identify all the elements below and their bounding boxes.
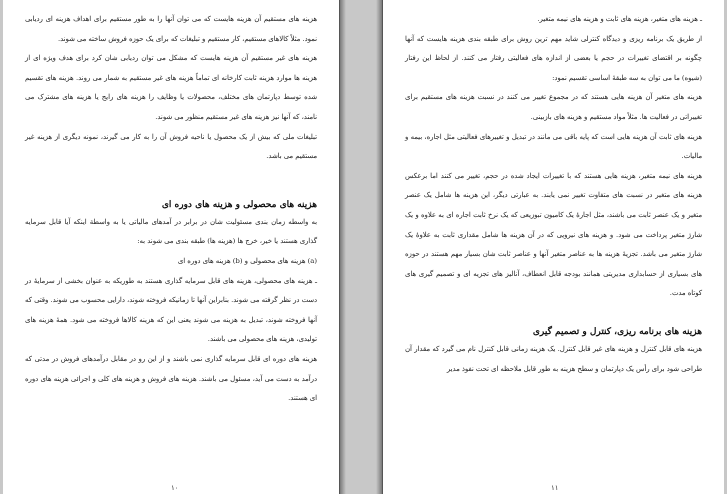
page-content [405, 10, 702, 379]
section-heading: هزینه های محصولی و هزینه های دوره ای [161, 199, 317, 210]
paragraph: هزینه های متغیر آن هزینه هایی هستند که در مجموع تغییر می کنند در نسبت هزینه های مستقیم برای تغییراتی در فعالیت ها. مثلاً مواد مستقیم و هزینه های بازبینی. [405, 93, 702, 121]
document-page-left [3, 0, 340, 494]
page-content [25, 10, 317, 409]
page-number: ۱۱ [551, 484, 559, 492]
paragraph: (a) هزینه های محصولی و (b) هزینه های دوره ای [177, 256, 317, 265]
paragraph: هزینه های مستقیم آن هزینه هایست که می توان آنها را به طور مستقیم برای اهداف هزینه ای ردیابی نمود. مثلاً کالاهای مستقیم، کار مستقیم و تبلیغات که برای یک حوزه فروش ساخته می شوند. [25, 15, 317, 43]
paragraph: ـ هزینه های محصولی، هزینه های قابل سرمایه گذاری هستند به طوریکه به عنوان بخشی از سرمایۀ در دست در نظر گرفته می شوند. بنابراین آنها تا زمانیکه فروخته شوند، دارایی محسوب می شوند. وقتی که آنها فروخته شوند، تبدیل به هزینه می شوند یعنی این که هزینه کالاها فروخته می شود. همۀ هزینه های تولیدی، هزینه های محصولی می باشند. [25, 276, 317, 344]
document-page-right [382, 0, 724, 494]
section-heading: هزینه های برنامه ریزی، کنترل و تصمیم گیری [532, 326, 702, 337]
paragraph: به واسطه زمان بندی مسئولیت شان در برابر در آمدهای مالیاتی یا به واسطة اینکه آیا قابل سرمایه گذاری هستند یا خیر، خرج ها (هزینه ها) طبقه بندی می شوند به: [25, 217, 317, 246]
paragraph: هزینه های قابل کنترل و هزینه های غیر قابل کنترل. یک هزینه زمانی قابل کنترل نام می گیرد که مقدار آن طراحی شود برای رأس یک دپارتمان و سطح هزینه به طور قابل ملاحظه ای تحت نفوذ مدیر [405, 344, 702, 373]
paragraph: هزینه های غیر مستقیم آن هزینه هایست که مشکل می توان ردیابی شان کرد برای هدف ویژه ای از هزینه ها موارد هزینه ثابت کارخانه ای تماماً هزینه های غیر مستقیم به شمار می روند. هزینه های تقسیم شده توسط دپارتمان های مختلف، محصولات یا وظایف را هزینه های رایج یا هزینه های مشترک می نامند، که آنها نیز هزینه های غیر مستقیم منظور می شوند. [25, 54, 317, 121]
paragraph: هزینه های دوره ای قابل سرمایه گذاری نمی باشند و از این رو در مقابل درآمدهای فروش در مدتی که درآمد به دست می آید، مسئول می باشند. هزینه های فروش و هزینه های کلی و اجرائی هزینه های دوره ای هستند. [25, 354, 317, 403]
paragraph: هزینه های نیمه متغیر، هزینه هایی هستند که با تغییرات ایجاد شده در حجم، تغییر می کنند اما برعکس هزینه های متغیر در نسبت های متفاوت تغییر نمی یابند. به عبارتی دیگر، این هزینه ها شامل یک عنصر متغیر و یک عنصر ثابت می باشند، مثل اجارۀ یک کامیون تبوزیعی که یک نرخ ثابت اجاره ای به علاوه و یک شارژ متغیر پرداخت می شود. و هزینه های نیرویی که در آن هزینه ها شامل مقداری ثابت به علاوۀ یک شارژ متغیر می باشد. تجزیۀ هزینه ها به عناصر متغیر آنها و عناصر ثابت شان بسیار مهم هستند در حوزه های بسیاری از حسابداری مدیریتی همانند بودجه قابل انعطاف، آنالیز های تجزیه ای و تصمیم گیری های کوتاه مدت. [405, 171, 702, 298]
paragraph: تبلیغات ملی که بیش از یک محصول یا ناحیه فروش آن را به کار می گیرند، نمونه دیگری از هزینه غیر مستقیم می باشد. [25, 132, 317, 161]
paragraph: هزینه های ثابت آن هزینه هایی است که پایه باقی می مانند در تبدیل و تغییرهای فعالیتی مثل اجاره، بیمه و مالیات. [405, 132, 702, 161]
page-number: ۱۰ [171, 484, 179, 492]
paragraph: از طریق یک برنامه ریزی و دیدگاه کنترلی شاید مهم ترین روش برای طبقه بندی هزینه هایست که آنها چگونه بر اقتضای تغییرات در حجم یا بعضی از اندازه های فعالیتی رفتار می کنند. از لحاظ این رفتار (شیوه) ما می توان به سه طبقۀ اساسی تقسیم نمود: [405, 34, 702, 82]
book-spine-shadow [340, 0, 346, 494]
paragraph: ـ هزینه های متغیر، هزینه های ثابت و هزینه های نیمه متغیر. [537, 15, 702, 23]
